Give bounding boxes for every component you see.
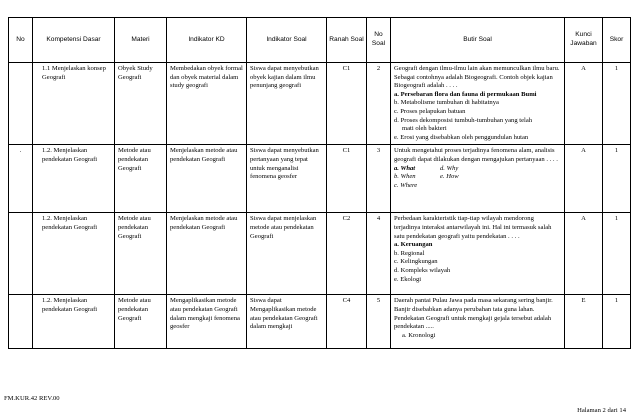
option-d-continued: mati oleh bakteri (402, 125, 447, 133)
option-c: c. Proses pelapukan batuan (394, 107, 466, 115)
option-b: b. When (394, 173, 416, 181)
cell-indikator-kd: Membedakan obyek formal dan obyek material dalam study geografi (167, 63, 247, 145)
cell-indikator-soal: Siswa dapat menyebutkan obyek kajian dalam ilmu penunjang geografi (247, 63, 327, 145)
header-no: No (9, 18, 33, 63)
option-e: e. Erosi yang disebabkan oleh penggundulan hutan (394, 133, 529, 141)
header-kunci-jawaban: Kunci Jawaban (565, 18, 603, 63)
option-a: a. What (394, 164, 416, 172)
cell-kunci: A (565, 213, 603, 295)
cell-materi: Metode atau pendekatan Geografi (115, 295, 167, 349)
cell-materi: Obyek Study Geografi (115, 63, 167, 145)
cell-materi: Metode atau pendekatan Geografi (115, 213, 167, 295)
option-a: a. Keruangan (394, 241, 433, 249)
cell-no-soal: 5 (367, 295, 391, 349)
option-c: c. Where (394, 181, 418, 189)
cell-no (9, 295, 33, 349)
cell-no-soal: 3 (367, 145, 391, 213)
cell-indikator-soal: Siswa dapat menyebutkan pertanyaan yang tepat untuk menganalisi fenomena geosfer (247, 145, 327, 213)
cell-butir-soal (391, 295, 565, 349)
cell-kunci: A (565, 63, 603, 145)
cell-butir-soal (391, 213, 565, 295)
option-a: a. Kronologi (402, 331, 436, 339)
options-grid (394, 165, 561, 191)
option-d: d. Kompleks wilayah (394, 266, 451, 274)
cell-materi: Metode atau pendekatan Geografi (115, 145, 167, 213)
cell-skor: 1 (603, 145, 631, 213)
cell-skor: 1 (603, 63, 631, 145)
header-kompetensi-dasar: Kompetensi Dasar (33, 18, 115, 63)
cell-indikator-kd: Menjelaskan metode atau pendekatan Geografi (167, 213, 247, 295)
option-a: a. Persebaran flora dan fauna di permukaan Bumi (394, 90, 537, 98)
table-row (9, 63, 631, 145)
question-text: Perbedaan karakteristik tiap-tiap wilayah mendorong terjadinya interaksi antarwilayah ini. Hal ini termasuk salah satu pendekatan geografi yaitu pendekatan . . . . (394, 215, 552, 240)
table-header-row (9, 18, 631, 63)
question-text: Daerah pantai Pulau Jawa pada masa sekarang sering banjir. Banjir disebabkan adanya perubahan tata guna lahan. Pendekatan Geografi untuk mengkaji gejala tersebut adalah pendekatan ..... (394, 297, 553, 331)
page-number: Halaman 2 dari 14 (577, 407, 626, 414)
cell-indikator-kd: Menjelaskan metode atau pendekatan Geografi (167, 145, 247, 213)
header-indikator-kd: Indikator KD (167, 18, 247, 63)
question-text: Geografi dengan ilmu-ilmu lain akan memunculkan ilmu baru. Sebagai contohnya adalah Biogeografi. Contoh objek kajian Biogeografi adalah . . . . (394, 65, 560, 90)
header-no-soal: No Soal (367, 18, 391, 63)
form-code: FM.KUR.42 REV.00 (4, 395, 60, 402)
cell-no (9, 63, 33, 145)
option-b: b. Metabolisme tumbuhan di habitatnya (394, 99, 499, 107)
cell-kunci: E (565, 295, 603, 349)
cell-ranah: C2 (327, 213, 367, 295)
header-ranah-soal: Ranah Soal (327, 18, 367, 63)
cell-no: . (9, 145, 33, 213)
question-grid-table (8, 17, 631, 349)
cell-ranah: C1 (327, 145, 367, 213)
table-row (9, 213, 631, 295)
table-row (9, 145, 631, 213)
cell-no (9, 213, 33, 295)
cell-kunci: A (565, 145, 603, 213)
cell-indikator-soal: Siswa dapat Mengaplikasikan metode atau pendekatan Geografi dalam mengkaji (247, 295, 327, 349)
cell-skor: 1 (603, 213, 631, 295)
cell-kompetensi-dasar: 1.2. Menjelaskan pendekatan Geografi (33, 295, 115, 349)
cell-no-soal: 4 (367, 213, 391, 295)
header-materi: Materi (115, 18, 167, 63)
cell-no-soal: 2 (367, 63, 391, 145)
header-indikator-soal: Indikator Soal (247, 18, 327, 63)
option-c: c. Kelingkungan (394, 258, 438, 266)
cell-kompetensi-dasar: 1.1 Menjelaskan konsep Geografi (33, 63, 115, 145)
header-butir-soal: Butir Soal (391, 18, 565, 63)
cell-kompetensi-dasar: 1.2. Menjelaskan pendekatan Geografi (33, 145, 115, 213)
option-e: e. Ekologi (394, 275, 422, 283)
cell-skor: 1 (603, 295, 631, 349)
header-skor: Skor (603, 18, 631, 63)
option-e: e. How (440, 173, 459, 181)
cell-butir-soal (391, 145, 565, 213)
option-b: b. Regional (394, 249, 425, 257)
option-d: d. Why (440, 164, 459, 172)
cell-ranah: C4 (327, 295, 367, 349)
question-text: Untuk mengetahui proses terjadinya fenomena alam, analisis geografi dapat dilakukan dengan mengajukan pertanyaan . . . . (394, 147, 558, 163)
option-d: d. Proses dekomposisi tumbuh-tumbuhan yang telah (394, 116, 533, 124)
cell-indikator-kd: Mengaplikasikan metode atau pendekatan Geografi dalam mengkaji fenomena geosfer (167, 295, 247, 349)
cell-ranah: C1 (327, 63, 367, 145)
table-row (9, 295, 631, 349)
cell-indikator-soal: Siswa dapat menjelaskan metode atau pendekatan Geografi (247, 213, 327, 295)
cell-butir-soal (391, 63, 565, 145)
cell-kompetensi-dasar: 1.2. Menjelaskan pendekatan Geografi (33, 213, 115, 295)
